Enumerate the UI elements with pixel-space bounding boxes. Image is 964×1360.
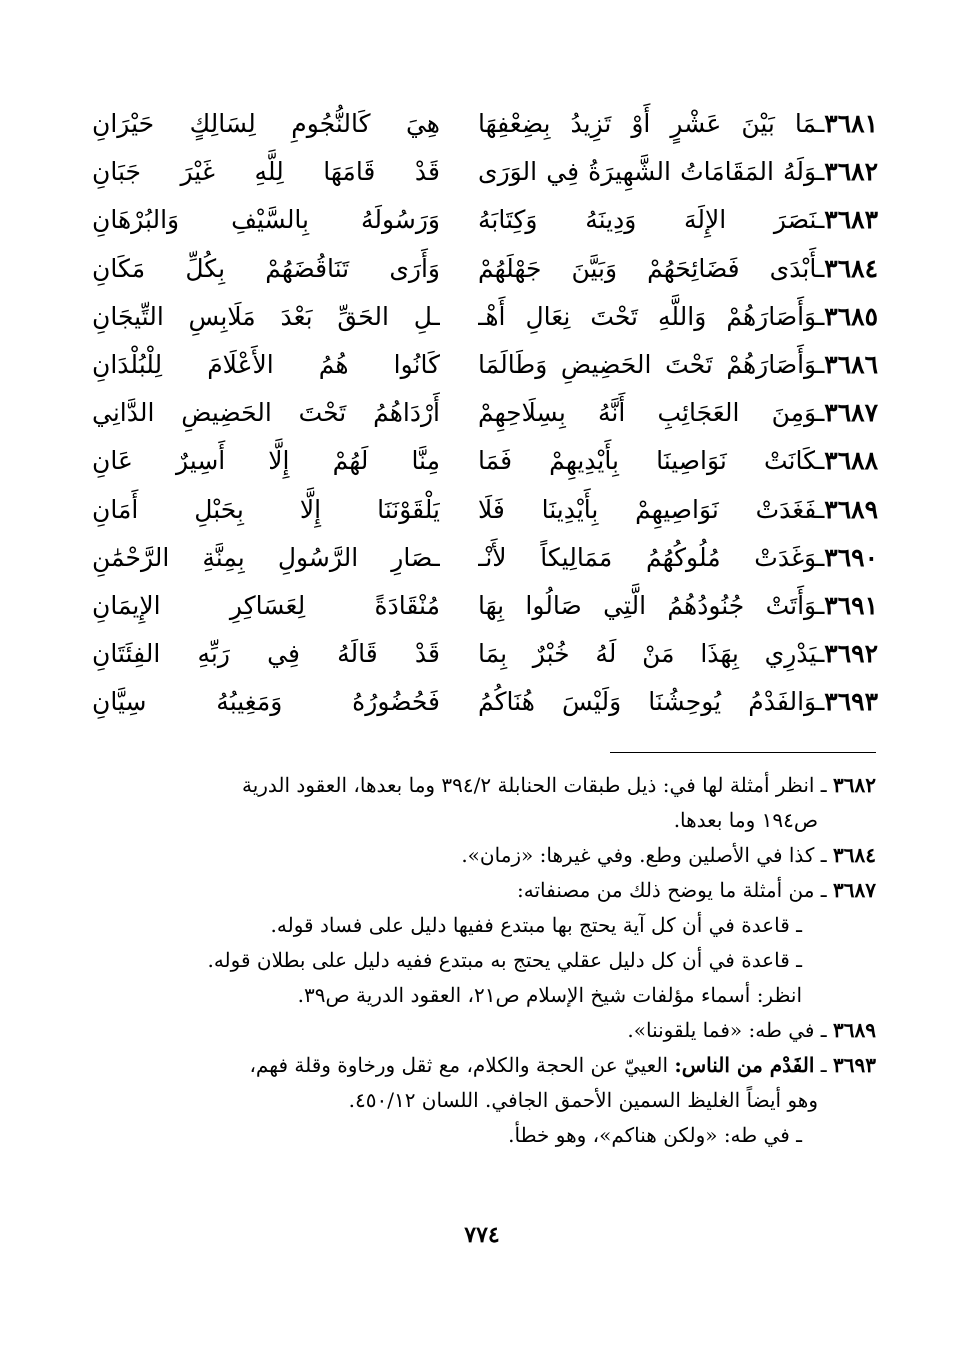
footnote-text: كذا في الأصلين وطع. وفي غيرها: «زمان». xyxy=(461,843,815,867)
first-hemistich: ٣٦٨١ـمَا بَيْنَ عَشْرٍ أَوْ تَزِيدُ بِضِعْفِهَا xyxy=(478,109,878,139)
verse-number: ٣٦٨٤ xyxy=(824,253,878,283)
footnote: ٣٦٨٤ ـ كذا في الأصلين وطع. وفي غيرها: «زمان». xyxy=(461,843,876,867)
footnote-continuation: ص١٩٤ وما بعدها. xyxy=(673,808,818,832)
verse-number: ٣٦٩١ xyxy=(824,590,878,620)
footnote-number: ٣٦٨٩ xyxy=(833,1018,876,1042)
verse-text: وَلَهُ المَقَامَاتُ الشَّهِيرَةُ فِي الوَرَى xyxy=(478,157,817,187)
footnote-number: ٣٦٨٧ xyxy=(833,878,876,902)
second-hemistich: قَدْ قَامَهَا لِلَّهِ غَيْرَ جَبَانِ xyxy=(92,157,440,187)
verse-text: وَأَتَتْ جُنُودُهُمُ الَّتِي صَالُوا بِهَا xyxy=(478,590,817,620)
verse-number: ٣٦٩٣ xyxy=(824,687,878,717)
first-hemistich: ٣٦٩٣ـوَالفَدْمُ يُوحِشُنَا وَلَيْسَ هُنَاكُمُ xyxy=(478,687,878,717)
second-hemistich: مِنَّا لَهُمْ إِلَّا أَسِيرٌ عَانِ xyxy=(92,446,440,476)
verse-text: وَغَدَتْ مُلُوكُهُمُ مَمَالِيكاً لأَنْـ xyxy=(478,542,817,572)
footnote-number: ٣٦٩٣ xyxy=(833,1053,876,1077)
verse-line xyxy=(92,148,878,196)
verse-line xyxy=(92,389,878,437)
verse-number: ٣٦٨٦ xyxy=(824,350,878,380)
verse-text: وَالفَدْمُ يُوحِشُنَا وَلَيْسَ هُنَاكُمُ xyxy=(478,687,817,717)
verse-number: ٣٦٨١ xyxy=(824,109,878,139)
second-hemistich: ـلِ الحَقِّ بَعْدَ مَلَابِسِ التِّيجَانِ xyxy=(92,301,440,331)
verse-line xyxy=(92,341,878,389)
footnote: ٣٦٩٣ ـ الفَدْم من الناس: العييّ عن الحجة والكلام، مع ثقل ورخاوة وقلة فهم، xyxy=(249,1053,876,1077)
first-hemistich: ٣٦٩١ـوَأَتَتْ جُنُودُهُمُ الَّتِي صَالُوا بِهَا xyxy=(478,590,878,620)
first-hemistich: ٣٦٨٣ـنَصَرَ الإِلَهَ وَدِينَهُ وَكِتَابَهُ xyxy=(478,205,878,235)
verse-text: نَصَرَ الإِلَهَ وَدِينَهُ وَكِتَابَهُ xyxy=(478,205,817,235)
second-hemistich: أَرْدَاهُمُ تَحْتَ الحَضِيضِ الدَّانِي xyxy=(92,398,440,428)
footnote-keyword: الفَدْم من الناس: xyxy=(674,1053,815,1077)
verse-number: ٣٦٨٧ xyxy=(824,398,878,428)
verse-text: فَغَدَتْ نَوَاصِيهِمْ بِأَيْدِينَا فَلَا xyxy=(478,494,817,524)
first-hemistich: ٣٦٨٤ـأَبْدَى فَضَائِحَهُمْ وَبَيَّنَ جَهْلَهُمْ xyxy=(478,253,878,283)
second-hemistich: وَأَرَى تَنَاقُضَهُمْ بِكُلِّ مَكَانِ xyxy=(92,253,440,283)
first-hemistich: ٣٦٨٩ـفَغَدَتْ نَوَاصِيهِمْ بِأَيْدِينَا فَلَا xyxy=(478,494,878,524)
footnote-text: العييّ عن الحجة والكلام، مع ثقل ورخاوة وقلة فهم، xyxy=(249,1053,668,1077)
footnotes xyxy=(90,768,876,1153)
second-hemistich: وَرَسُولَهُ بِالسَّيْفِ وَالبُرْهَانِ xyxy=(92,205,440,235)
second-hemistich: كَانُوا هُمُ الأَعْلَامَ لِلْبُلْدَانِ xyxy=(92,350,440,380)
verse-line xyxy=(92,534,878,582)
first-hemistich: ٣٦٨٧ـوَمِنَ العَجَائِبِ أَنَّهُ بِسِلَاحِهِمْ xyxy=(478,398,878,428)
verse-line xyxy=(92,100,878,148)
verse-number: ٣٦٨٢ xyxy=(824,157,878,187)
verse-number: ٣٦٨٣ xyxy=(824,205,878,235)
footnote-subitem: ـ قاعدة في أن كل آية يحتج بها مبتدع ففيها دليل على فساد قوله. xyxy=(270,913,802,937)
footnote-number: ٣٦٨٢ xyxy=(833,773,876,797)
verse-text: وَأَصَارَهُمْ تَحْتَ الحَضِيضِ وَطَالَمَا xyxy=(478,350,817,380)
footnote-subitem: ـ قاعدة في أن كل دليل عقلي يحتج به مبتدع ففيه دليل على بطلان قوله. xyxy=(207,948,802,972)
first-hemistich: ٣٦٩٢ـيَدْرِي بِهَذَا مَنْ لَهُ خُبْرٌ بِمَا xyxy=(478,639,878,669)
footnote-continuation: وهو أيضاً الغليظ السمين الأحمق الجافي. اللسان ٤٥٠/١٢. xyxy=(348,1088,818,1112)
footnote: ٣٦٨٢ ـ انظر أمثلة لها في: ذيل طبقات الحنابلة ٣٩٤/٢ وما بعدها، العقود الدرية xyxy=(241,773,876,797)
verse-number: ٣٦٩٢ xyxy=(824,639,878,669)
footnote-text: من أمثلة ما يوضح ذلك من مصنفاته: xyxy=(517,878,815,902)
footnote-subitem: ـ في طه: «ولكن هناكم»، وهو خطأ. xyxy=(508,1123,802,1147)
poem-verses xyxy=(92,100,878,726)
verse-line xyxy=(92,245,878,293)
second-hemistich: ـصَارِ الرَّسُولِ بِمِنَّةِ الرَّحْمَٰنِ xyxy=(92,542,440,572)
verse-line xyxy=(92,630,878,678)
verse-line xyxy=(92,582,878,630)
footnote-text: انظر أمثلة لها في: ذيل طبقات الحنابلة ٣٩٤/٢ وما بعدها، العقود الدرية xyxy=(241,773,815,797)
verse-line xyxy=(92,437,878,485)
second-hemistich: فَحُضُورُهُ وَمَغِيبُهُ سِيَّانِ xyxy=(92,687,440,717)
second-hemistich: مُنْقَادَةً لِعَسَاكِرِ الإِيمَانِ xyxy=(92,590,440,620)
verse-text: وَأَصَارَهُمْ وَاللَّهِ تَحْتَ نِعَالِ أَهْـ xyxy=(478,301,817,331)
second-hemistich: هِيَ كَالنُّجُومِ لِسَالِكٍ حَيْرَانِ xyxy=(92,109,440,139)
verse-number: ٣٦٨٥ xyxy=(824,301,878,331)
verse-line xyxy=(92,486,878,534)
page-number: ٧٧٤ xyxy=(464,1222,500,1248)
footnote-text: في طه: «فما يلقوننا». xyxy=(627,1018,815,1042)
footnote-reference: انظر: أسماء مؤلفات شيخ الإسلام ص٢١، العقود الدرية ص٣٩. xyxy=(297,983,802,1007)
verse-text: كَانَتْ نَوَاصِينَا بِأَيْدِيهِمْ فَمَا xyxy=(478,446,817,476)
verse-text: يَدْرِي بِهَذَا مَنْ لَهُ خُبْرٌ بِمَا xyxy=(478,639,817,669)
footnote-separator xyxy=(610,752,876,753)
first-hemistich: ٣٦٨٥ـوَأَصَارَهُمْ وَاللَّهِ تَحْتَ نِعَالِ أَهْـ xyxy=(478,301,878,331)
footnote: ٣٦٨٧ ـ من أمثلة ما يوضح ذلك من مصنفاته: xyxy=(517,878,876,902)
verse-text: مَا بَيْنَ عَشْرٍ أَوْ تَزِيدُ بِضِعْفِهَا xyxy=(478,109,817,139)
first-hemistich: ٣٦٨٨ـكَانَتْ نَوَاصِينَا بِأَيْدِيهِمْ فَمَا xyxy=(478,446,878,476)
verse-text: أَبْدَى فَضَائِحَهُمْ وَبَيَّنَ جَهْلَهُمْ xyxy=(478,253,817,283)
verse-line xyxy=(92,293,878,341)
verse-number: ٣٦٨٨ xyxy=(824,446,878,476)
verse-text: وَمِنَ العَجَائِبِ أَنَّهُ بِسِلَاحِهِمْ xyxy=(478,398,817,428)
verse-line xyxy=(92,678,878,726)
second-hemistich: قَدْ قَالَهُ فِي رَبِّهِ الفِئَتَانِ xyxy=(92,639,440,669)
second-hemistich: يَلْقَوْنَنَا إِلَّا بِحَبْلِ أَمَانِ xyxy=(92,494,440,524)
verse-number: ٣٦٩٠ xyxy=(824,542,878,572)
verse-number: ٣٦٨٩ xyxy=(824,494,878,524)
first-hemistich: ٣٦٨٢ـوَلَهُ المَقَامَاتُ الشَّهِيرَةُ فِي الوَرَى xyxy=(478,157,878,187)
first-hemistich: ٣٦٩٠ـوَغَدَتْ مُلُوكُهُمُ مَمَالِيكاً لأَنْـ xyxy=(478,542,878,572)
footnote: ٣٦٨٩ ـ في طه: «فما يلقوننا». xyxy=(627,1018,876,1042)
footnote-number: ٣٦٨٤ xyxy=(833,843,876,867)
first-hemistich: ٣٦٨٦ـوَأَصَارَهُمْ تَحْتَ الحَضِيضِ وَطَالَمَا xyxy=(478,350,878,380)
verse-line xyxy=(92,196,878,244)
